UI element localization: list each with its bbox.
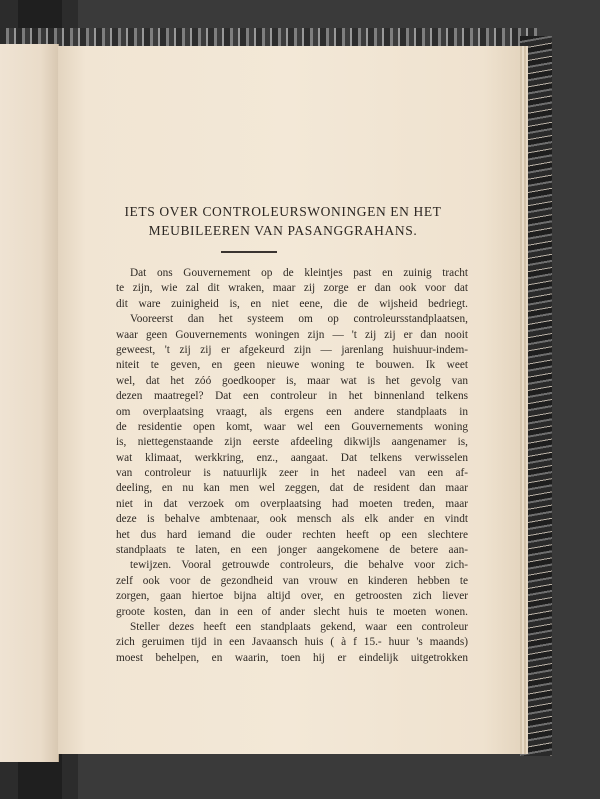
body-line: deeling, en nu kan men wel zeggen, dat de resident dan maar [116, 482, 468, 495]
body-line: wel, dat het zóó goedkooper is, maar wat is het gevolg van [116, 374, 468, 387]
body-line: dit ware zuinigheid is, en niet eene, die de wijsheid bedriegt. [116, 297, 468, 310]
body-line: niteit te geven, en geen nieuwe woning te bouwen. Ik weet [116, 359, 468, 372]
body-line: tewijzen. Vooral getrouwde controleurs, die behalve voor zich- [130, 559, 468, 572]
body-line: waar geen Gouvernements woningen zijn — 't zij zij er dan nooit [116, 328, 468, 341]
body-line: is, niettegenstaande zijn eerste afdeeling dikwijls aangenamer is, [116, 436, 468, 449]
body-line: moest behelpen, en waarin, toen hij er eindelijk uitgetrokken [116, 651, 468, 664]
chapter-title-line-2: MEUBILEEREN VAN PASANGGRAHANS. [148, 223, 418, 238]
body-line: om overplaatsing vraagt, als ergens een andere standplaats in [116, 405, 468, 418]
chapter-title-line-1: IETS OVER CONTROLEURSWONINGEN EN HET [124, 204, 442, 219]
body-line: zorgen, gaan hiertoe bijna altijd over, en getroosten zich liever [116, 590, 468, 603]
body-line: Dat ons Gouvernement op de kleintjes past en zuinig tracht [130, 267, 468, 279]
body-line: zelf ook voor de gezondheid van vrouw en kinderen hebben te [116, 574, 468, 587]
body-line: Vooreerst dan het systeem om op controleursstandplaatsen, [130, 313, 468, 326]
body-line: geweest, 't zij zij er afgekeurd zijn — jarenlang huishuur-indem- [116, 343, 468, 356]
body-line: het dus hard iemand die ouder rechten heeft op een slechtere [116, 528, 468, 541]
body-line: de residentie open komt, waar wel een Gouvernements woning [116, 420, 468, 433]
body-line: standplaats te laten, en een jonger aangekomene de betere aan- [116, 544, 468, 557]
title-divider [221, 251, 277, 253]
body-line: zich geruimen tijd in een Javaansch huis ( à f 15.- huur 's maands) [116, 636, 468, 649]
body-line: deze is behalve ambtenaar, ook mensch als elk ander en vindt [116, 513, 468, 526]
body-line: groote kosten, dan in een of ander slecht huis te moeten wonen. [116, 605, 468, 618]
chapter-title [118, 202, 448, 240]
body-line: dezen maatregel? Dat een controleur in het binnenland telkens [116, 390, 468, 403]
body-text [116, 266, 468, 666]
body-line: niet in dat verzoek om overplaatsing had moeten treden, maar [116, 497, 468, 510]
body-line: te zijn, wie zal dit wraken, maar zij zorge er dan ook voor dat [116, 282, 468, 295]
book-page [58, 46, 520, 754]
body-line: wat klimaat, werkkring, enz., aangaat. Dat telkens verwisselen [116, 451, 468, 464]
body-line: van controleur is natuurlijk zeer in het nadeel van een af- [116, 467, 468, 480]
body-line: Steller dezes heeft een standplaats gekend, waar een controleur [130, 620, 468, 633]
marbled-cover-edge [520, 36, 552, 756]
left-page-edge [0, 44, 59, 762]
